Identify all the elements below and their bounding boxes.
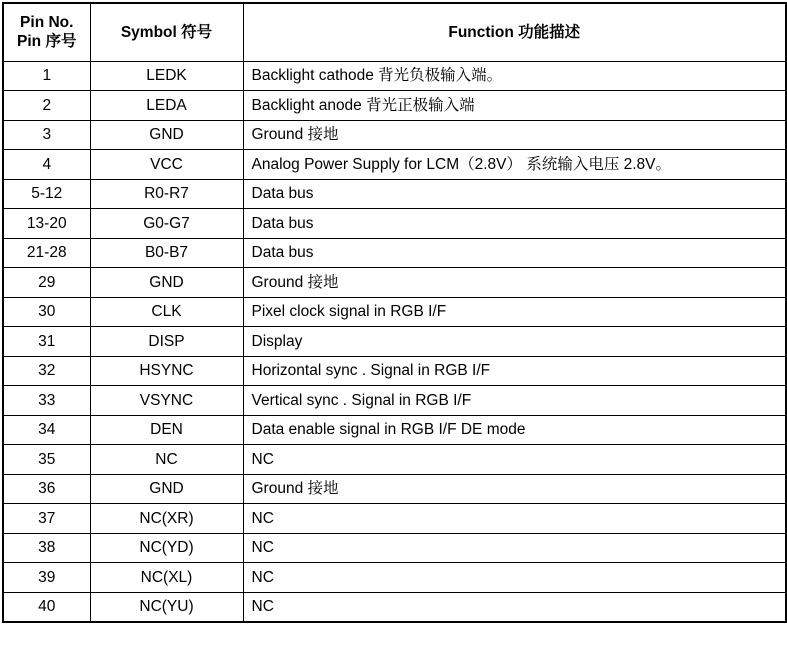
symbol-cell: NC	[90, 445, 243, 475]
table-row	[3, 563, 786, 593]
table-row	[3, 415, 786, 445]
symbol-cell: NC(XR)	[90, 504, 243, 534]
function-cell: Analog Power Supply for LCM（2.8V） 系统输入电压 2.8V。	[243, 150, 786, 180]
pin-number-cell: 34	[3, 415, 90, 445]
pin-number-cell: 1	[3, 61, 90, 91]
function-cell: Data enable signal in RGB I/F DE mode	[243, 415, 786, 445]
table-row	[3, 356, 786, 386]
table-row	[3, 209, 786, 239]
pin-number-cell: 29	[3, 268, 90, 298]
function-cell: Display	[243, 327, 786, 357]
function-cell: Ground 接地	[243, 268, 786, 298]
header-pin-no	[3, 3, 90, 61]
pin-number-cell: 35	[3, 445, 90, 475]
function-cell: NC	[243, 445, 786, 475]
symbol-cell: CLK	[90, 297, 243, 327]
function-cell: Ground 接地	[243, 474, 786, 504]
symbol-cell: NC(XL)	[90, 563, 243, 593]
pin-number-cell: 40	[3, 592, 90, 622]
function-cell: Horizontal sync . Signal in RGB I/F	[243, 356, 786, 386]
table-row	[3, 445, 786, 475]
symbol-cell: B0-B7	[90, 238, 243, 268]
pin-number-cell: 5-12	[3, 179, 90, 209]
symbol-cell: GND	[90, 268, 243, 298]
function-cell: Data bus	[243, 179, 786, 209]
header-pin-no-line1: Pin No.	[20, 13, 74, 31]
header-symbol: Symbol 符号	[90, 3, 243, 61]
header-pin-no-line2: Pin 序号	[17, 33, 77, 51]
function-cell: Pixel clock signal in RGB I/F	[243, 297, 786, 327]
function-cell: NC	[243, 504, 786, 534]
table-body	[3, 61, 786, 622]
pin-number-cell: 3	[3, 120, 90, 150]
table-row	[3, 327, 786, 357]
table-row	[3, 386, 786, 416]
table-row	[3, 504, 786, 534]
pin-description-table	[2, 2, 787, 623]
symbol-cell: LEDA	[90, 91, 243, 121]
symbol-cell: VSYNC	[90, 386, 243, 416]
table-row	[3, 592, 786, 622]
table-row	[3, 120, 786, 150]
symbol-cell: LEDK	[90, 61, 243, 91]
table-row	[3, 61, 786, 91]
table-row	[3, 91, 786, 121]
table-row	[3, 268, 786, 298]
pin-number-cell: 4	[3, 150, 90, 180]
table-header	[3, 3, 786, 61]
pin-number-cell: 21-28	[3, 238, 90, 268]
symbol-cell: DEN	[90, 415, 243, 445]
symbol-cell: GND	[90, 474, 243, 504]
pin-number-cell: 38	[3, 533, 90, 563]
table-row	[3, 474, 786, 504]
pin-number-cell: 2	[3, 91, 90, 121]
table-row	[3, 297, 786, 327]
pin-number-cell: 36	[3, 474, 90, 504]
header-function: Function 功能描述	[243, 3, 786, 61]
function-cell: Data bus	[243, 238, 786, 268]
table-row	[3, 150, 786, 180]
function-cell: NC	[243, 592, 786, 622]
function-cell: Ground 接地	[243, 120, 786, 150]
function-cell: NC	[243, 533, 786, 563]
header-row	[3, 3, 786, 61]
pin-number-cell: 33	[3, 386, 90, 416]
symbol-cell: NC(YU)	[90, 592, 243, 622]
symbol-cell: GND	[90, 120, 243, 150]
symbol-cell: R0-R7	[90, 179, 243, 209]
pin-number-cell: 32	[3, 356, 90, 386]
pin-number-cell: 39	[3, 563, 90, 593]
function-cell: NC	[243, 563, 786, 593]
function-cell: Backlight anode 背光正极输入端	[243, 91, 786, 121]
table-row	[3, 238, 786, 268]
pin-number-cell: 31	[3, 327, 90, 357]
function-cell: Vertical sync . Signal in RGB I/F	[243, 386, 786, 416]
symbol-cell: VCC	[90, 150, 243, 180]
symbol-cell: DISP	[90, 327, 243, 357]
symbol-cell: HSYNC	[90, 356, 243, 386]
pin-number-cell: 37	[3, 504, 90, 534]
table-row	[3, 179, 786, 209]
table-row	[3, 533, 786, 563]
pin-number-cell: 30	[3, 297, 90, 327]
symbol-cell: NC(YD)	[90, 533, 243, 563]
pin-number-cell: 13-20	[3, 209, 90, 239]
function-cell: Backlight cathode 背光负极输入端。	[243, 61, 786, 91]
symbol-cell: G0-G7	[90, 209, 243, 239]
function-cell: Data bus	[243, 209, 786, 239]
